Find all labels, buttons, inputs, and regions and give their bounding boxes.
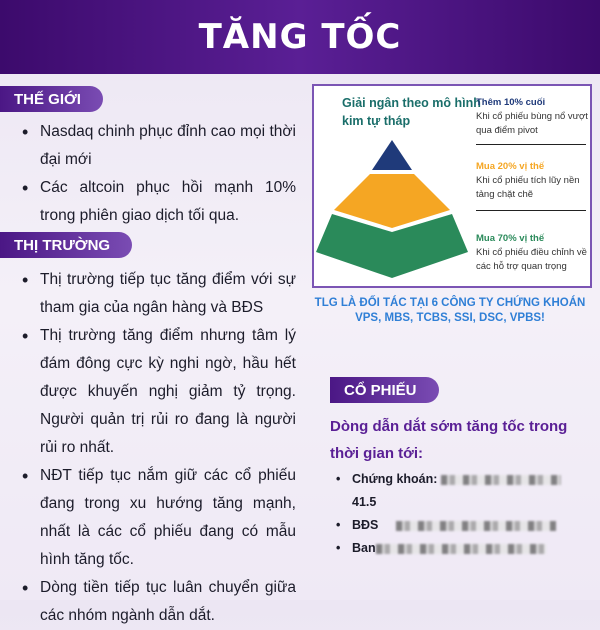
market-bullet-2: • Thị trường tăng điểm nhưng tâm lý đám đông cực kỳ nghi ngờ, hầu hết được khuyến nghị giảm tỷ trọng. Người quản trị rủi ro đang là người rủi ro nhất.	[20, 322, 296, 462]
pyramid-level-middle	[476, 160, 591, 202]
market-bullet-list	[20, 266, 296, 630]
redacted-tickers	[396, 521, 556, 531]
pyramid-level-bottom	[476, 232, 591, 274]
pyramid-top	[372, 140, 412, 170]
redacted-tickers	[441, 475, 561, 485]
stock-item-real-estate	[336, 514, 586, 537]
header-banner	[0, 0, 600, 74]
section-tag-label: CỔ PHIẾU	[344, 381, 417, 399]
redacted-tickers	[376, 544, 546, 554]
pyramid-level-top	[476, 96, 591, 138]
stocks-heading: Dòng dẫn dắt sớm tăng tốc trong thời gian tới:	[330, 418, 568, 462]
level-head: Mua 70% vị thế	[476, 233, 545, 244]
section-tag-stocks	[330, 377, 439, 403]
pyramid-divider	[476, 144, 586, 145]
pyramid-infographic	[312, 84, 592, 288]
level-desc: Khi cổ phiếu bùng nổ vượt qua điểm pivot	[476, 111, 588, 136]
section-tag-label: THỊ TRƯỜNG	[14, 236, 111, 254]
market-bullet-1: • Thị trường tiếp tục tăng điểm với sự tham gia của ngân hàng và BĐS	[20, 266, 296, 322]
section-tag-market	[0, 232, 132, 258]
section-tag-label: THẾ GIỚI	[14, 90, 81, 108]
stock-item-securities	[336, 468, 586, 514]
stock-label: BĐS	[352, 518, 379, 532]
market-bullet-4: • Dòng tiền tiếp tục luân chuyển giữa các nhóm ngành dẫn dắt.	[20, 574, 296, 630]
world-bullet-2: • Các altcoin phục hồi mạnh 10% trong phiên giao dịch tối qua.	[20, 174, 296, 230]
stock-label: Ban	[352, 541, 376, 555]
page-title: TĂNG TỐC	[198, 17, 402, 57]
pyramid-divider	[476, 210, 586, 211]
level-desc: Khi cổ phiếu tích lũy nền tảng chặt chẽ	[476, 175, 580, 200]
stock-extra: 41.5	[352, 495, 377, 509]
world-bullet-list	[20, 118, 296, 230]
level-head: Mua 20% vị thế	[476, 161, 545, 172]
level-desc: Khi cổ phiếu điều chỉnh về các hỗ trợ quan trọng	[476, 247, 587, 272]
stock-label: Chứng khoán:	[352, 472, 438, 486]
section-tag-world	[0, 86, 103, 112]
level-head: Thêm 10% cuối	[476, 97, 546, 108]
stock-item-bank	[336, 537, 586, 560]
world-bullet-1: • Nasdaq chinh phục đỉnh cao mọi thời đại mới	[20, 118, 296, 174]
partner-notice: TLG LÀ ĐỐI TÁC TẠI 6 CÔNG TY CHỨNG KHOÁN VPS, MBS, TCBS, SSI, DSC, VPBS!	[314, 297, 586, 324]
stocks-list	[336, 468, 586, 560]
market-bullet-3: • NĐT tiếp tục nắm giữ các cổ phiếu đang trong xu hướng tăng mạnh, nhất là các cổ phiếu đang có mẫu hình tăng tốc.	[20, 462, 296, 574]
pyramid-title: Giải ngân theo mô hình kim tự tháp	[342, 96, 481, 128]
